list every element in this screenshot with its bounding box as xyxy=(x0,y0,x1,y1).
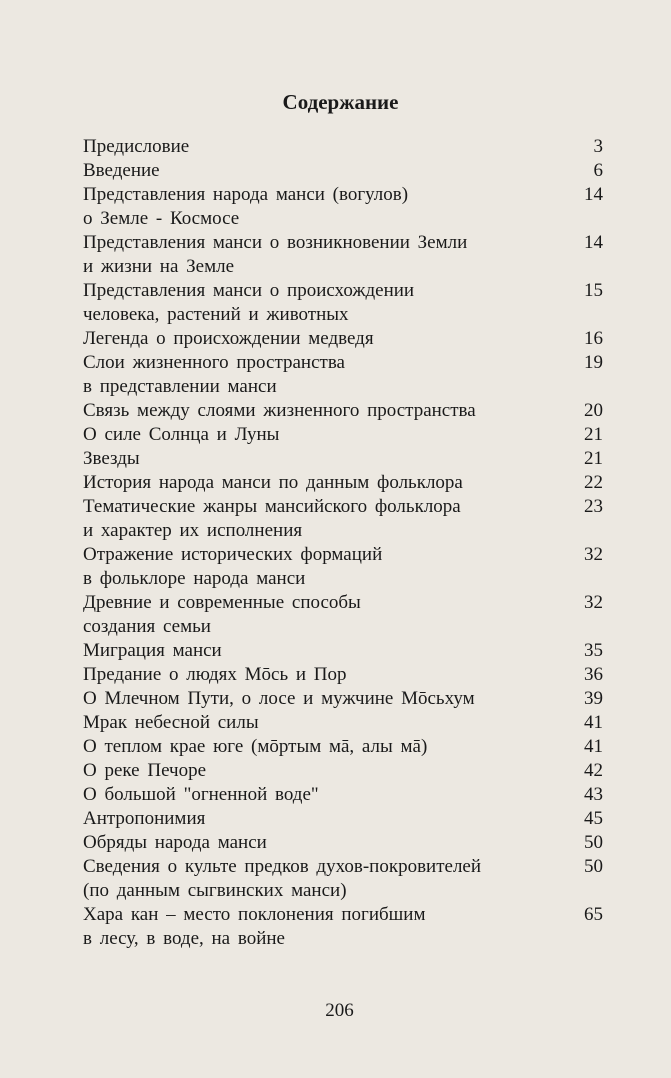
toc-entry-continuation xyxy=(83,927,603,951)
toc-entry-title: Звезды xyxy=(83,448,140,469)
toc-entry-title: и характер их исполнения xyxy=(83,520,303,541)
toc-entry-page: 32 xyxy=(584,544,603,565)
toc-entry-title: О большой "огненной воде" xyxy=(83,784,319,805)
toc-entry xyxy=(83,639,603,663)
toc-entry xyxy=(83,663,603,687)
toc-entry xyxy=(83,327,603,351)
toc-entry-title: Предание о людях Мōсь и Пор xyxy=(83,664,347,685)
toc-entry xyxy=(83,759,603,783)
toc-entry-page: 21 xyxy=(584,448,603,469)
toc-entry-continuation xyxy=(83,519,603,543)
toc-entry-title: создания семьи xyxy=(83,616,211,637)
toc-entry-title: Представления народа манси (вогулов) xyxy=(83,184,409,205)
toc-entry xyxy=(83,351,603,375)
toc-entry xyxy=(83,135,603,159)
toc-entry-title: Представления манси о возникновении Земли xyxy=(83,232,468,253)
toc-entry-page: 6 xyxy=(593,160,603,181)
toc-entry xyxy=(83,711,603,735)
toc-entry-page: 3 xyxy=(593,136,603,157)
table-of-contents xyxy=(83,135,603,951)
toc-entry xyxy=(83,231,603,255)
toc-entry-page: 32 xyxy=(584,592,603,613)
toc-entry-page: 20 xyxy=(584,400,603,421)
toc-entry xyxy=(83,903,603,927)
toc-entry-title: и жизни на Земле xyxy=(83,256,235,277)
toc-entry-title: Представления манси о происхождении xyxy=(83,280,415,301)
toc-entry-title: (по данным сыгвинских манси) xyxy=(83,880,347,901)
toc-entry-title: Легенда о происхождении медведя xyxy=(83,328,374,349)
toc-entry xyxy=(83,543,603,567)
toc-entry-page: 42 xyxy=(584,760,603,781)
toc-entry xyxy=(83,831,603,855)
toc-entry-title: Древние и современные способы xyxy=(83,592,361,613)
toc-entry xyxy=(83,807,603,831)
toc-entry-continuation xyxy=(83,567,603,591)
toc-entry-title: Миграция манси xyxy=(83,640,222,661)
toc-entry xyxy=(83,159,603,183)
toc-entry xyxy=(83,279,603,303)
toc-entry-title: Обряды народа манси xyxy=(83,832,267,853)
toc-entry-page: 22 xyxy=(584,472,603,493)
toc-entry-continuation xyxy=(83,375,603,399)
toc-entry xyxy=(83,183,603,207)
toc-entry-title: Отражение исторических формаций xyxy=(83,544,383,565)
toc-entry-continuation xyxy=(83,615,603,639)
page-title: Содержание xyxy=(282,90,399,114)
toc-entry xyxy=(83,399,603,423)
toc-entry xyxy=(83,735,603,759)
toc-entry-page: 41 xyxy=(584,712,603,733)
toc-entry xyxy=(83,447,603,471)
toc-entry-page: 50 xyxy=(584,832,603,853)
toc-entry-page: 19 xyxy=(584,352,603,373)
toc-entry-title: в фольклоре народа манси xyxy=(83,568,306,589)
toc-entry xyxy=(83,591,603,615)
toc-entry-title: Слои жизненного пространства xyxy=(83,352,345,373)
toc-entry-page: 50 xyxy=(584,856,603,877)
toc-entry-page: 65 xyxy=(584,904,603,925)
toc-entry-page: 21 xyxy=(584,424,603,445)
toc-entry-title: Антропонимия xyxy=(83,808,206,829)
toc-entry-title: История народа манси по данным фольклора xyxy=(83,472,463,493)
toc-entry-page: 39 xyxy=(584,688,603,709)
toc-entry-title: О теплом крае юге (мōртым мā, алы мā) xyxy=(83,736,428,757)
toc-entry-continuation xyxy=(83,879,603,903)
toc-entry-title: Сведения о культе предков духов-покровителей xyxy=(83,856,482,877)
toc-entry-title: Хара кан – место поклонения погибшим xyxy=(83,904,426,925)
toc-entry-page: 16 xyxy=(584,328,603,349)
toc-entry xyxy=(83,783,603,807)
toc-entry-title: О силе Солнца и Луны xyxy=(83,424,280,445)
toc-entry-title: О Млечном Пути, о лосе и мужчине Мōсьхум xyxy=(83,688,475,709)
toc-entry xyxy=(83,495,603,519)
toc-entry-title: О реке Печоре xyxy=(83,760,207,781)
toc-entry-page: 15 xyxy=(584,280,603,301)
toc-entry-title: Тематические жанры мансийского фольклора xyxy=(83,496,461,517)
toc-entry xyxy=(83,423,603,447)
toc-entry-title: в лесу, в воде, на войне xyxy=(83,928,285,949)
toc-entry-title: Связь между слоями жизненного пространства xyxy=(83,400,476,421)
toc-entry-page: 35 xyxy=(584,640,603,661)
toc-entry-page: 45 xyxy=(584,808,603,829)
toc-entry-page: 41 xyxy=(584,736,603,757)
toc-entry xyxy=(83,855,603,879)
page-number: 206 xyxy=(325,1000,354,1021)
toc-entry-page: 14 xyxy=(584,184,603,205)
toc-entry-continuation xyxy=(83,207,603,231)
toc-entry-title: о Земле - Космосе xyxy=(83,208,240,229)
toc-entry-title: Предисловие xyxy=(83,136,190,157)
toc-entry-title: в представлении манси xyxy=(83,376,277,397)
toc-entry-page: 23 xyxy=(584,496,603,517)
toc-entry-title: Мрак небесной силы xyxy=(83,712,259,733)
toc-entry-page: 36 xyxy=(584,664,603,685)
toc-entry-page: 14 xyxy=(584,232,603,253)
toc-entry-title: Введение xyxy=(83,160,160,181)
toc-entry-continuation xyxy=(83,303,603,327)
toc-entry-title: человека, растений и животных xyxy=(83,304,349,325)
toc-entry xyxy=(83,471,603,495)
toc-entry-page: 43 xyxy=(584,784,603,805)
toc-entry-continuation xyxy=(83,255,603,279)
toc-entry xyxy=(83,687,603,711)
